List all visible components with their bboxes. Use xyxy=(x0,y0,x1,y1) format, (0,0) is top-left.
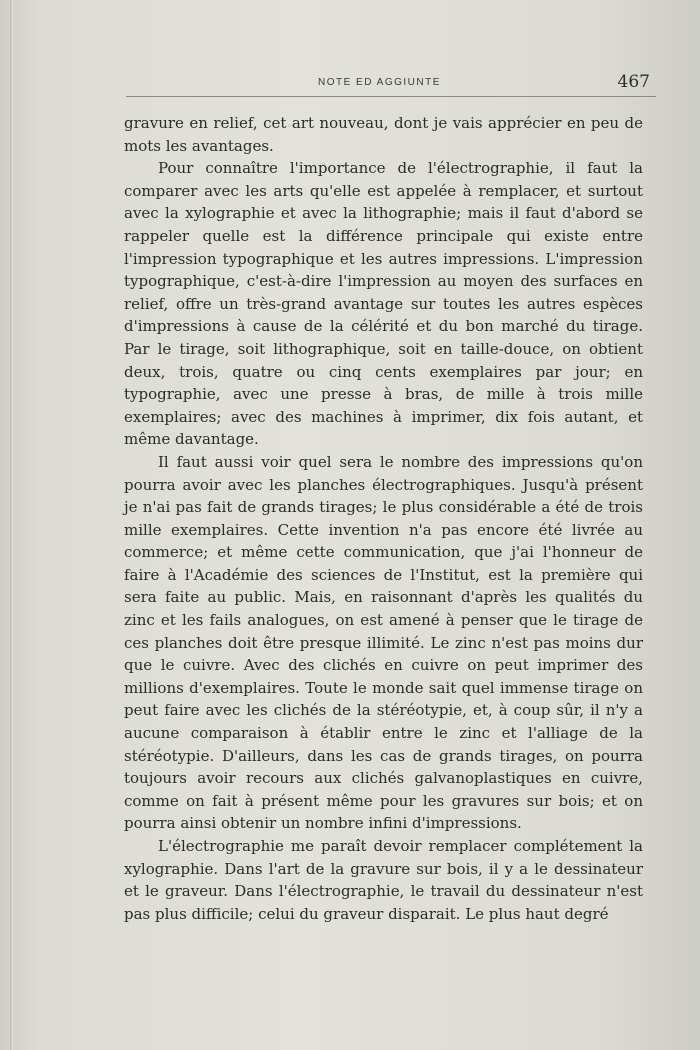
paragraph: L'électrographie me paraît devoir remplacer complétement la xylographie. Dans l'art de la gravure sur bois, il y a le dessinateur et le graveur. Dans l'électrographie, le travail du dessinateur n'est pas plus difficile; celui du graveur disparait. Le plus haut degré xyxy=(124,837,643,923)
page-spine-edge xyxy=(10,0,13,1050)
header-rule xyxy=(126,96,656,97)
body-text xyxy=(124,112,643,925)
paragraph-continued: gravure en relief, cet art nouveau, dont je vais apprécier en peu de mots les avantages. xyxy=(124,114,643,155)
page-number: 467 xyxy=(617,72,650,92)
paragraph: Il faut aussi voir quel sera le nombre des impressions qu'on pourra avoir avec les planches électrographiques. Jusqu'à présent je n'ai pas fait de grands tirages; le plus considérable a été de trois mille exemplaires. Cette invention n'a pas encore été livrée au commerce; et même cette communication, que j'ai l'honneur de faire à l'Académie des sciences de l'Institut, est la première qui sera faite au public. Mais, en raisonnant d'après les qualités du zinc et les fails analogues, on est amené à penser que le tirage de ces planches doit être presque illimité. Le zinc n'est pas moins dur que le cuivre. Avec des clichés en cuivre on peut imprimer des millions d'exemplaires. Toute le monde sait quel immense tirage on peut faire avec les clichés de la stéréotypie, et, à coup sûr, il n'y a aucune comparaison à établir entre le zinc et l'alliage de la stéréotypie. D'ailleurs, dans les cas de grands tirages, on pourra toujours avoir recours aux clichés galvanoplastiques en cuivre, comme on fait à présent même pour les gravures sur bois; et on pourra ainsi obtenir un nombre infini d'impressions. xyxy=(124,452,643,833)
running-head: NOTE ED AGGIUNTE xyxy=(318,77,441,88)
page-header xyxy=(126,74,656,102)
paragraph: Pour connaître l'importance de l'électrographie, il faut la comparer avec les arts qu'elle est appelée à remplacer, et surtout avec la xylographie et avec la lithographie; mais il faut d'abord se rappeler quelle est la différence principale qui existe entre l'impression typographique et les autres impressions. L'impression typographique, c'est-à-dire l'impression au moyen des surfaces en relief, offre un très-grand avantage sur toutes les autres espèces d'impressions à cause de la célérité et du bon marché du tirage. Par le tirage, soit lithographique, soit en taille-douce, on obtient deux, trois, quatre ou cinq cents exemplaires par jour; en typographie, avec une presse à bras, de mille à trois mille exemplaires; avec des machines à imprimer, dix fois autant, et même davantage. xyxy=(124,159,643,449)
